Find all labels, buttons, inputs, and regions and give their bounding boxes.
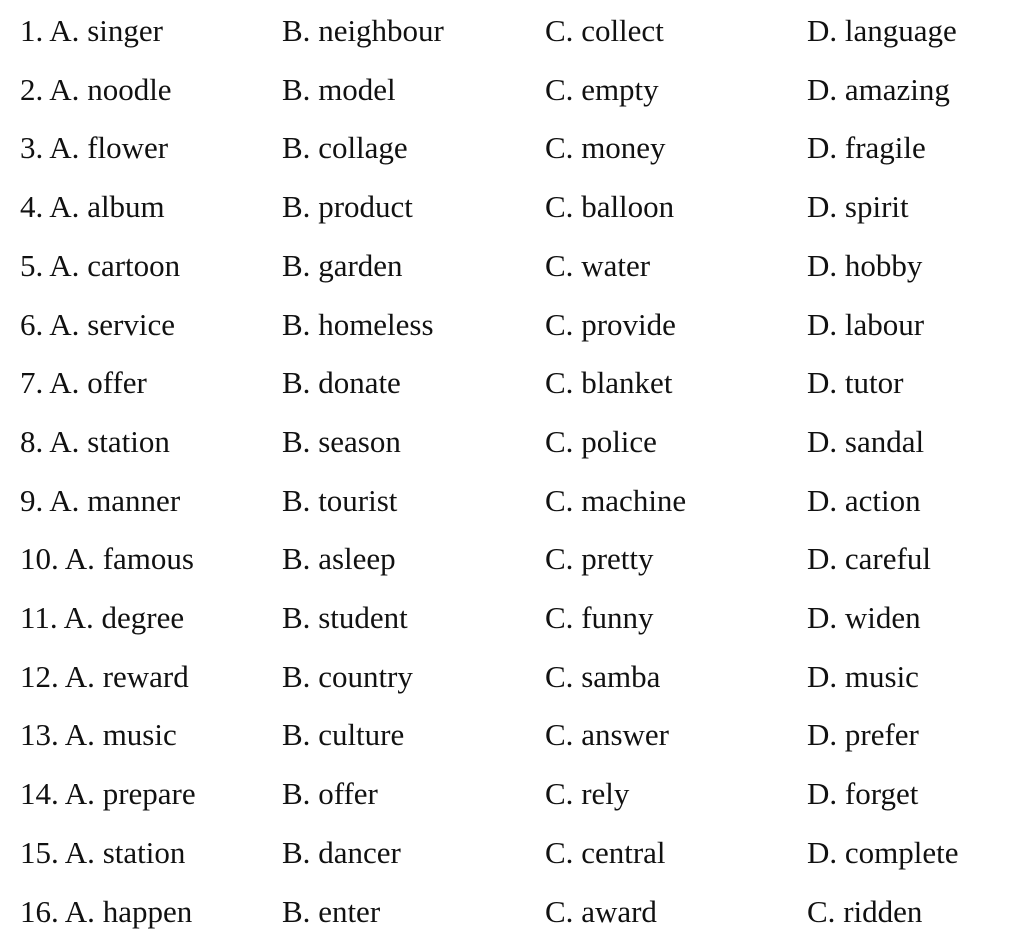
option-word: product [318, 189, 413, 225]
option-word: language [844, 13, 957, 48]
option-word: famous [102, 541, 194, 577]
option-word: tourist [318, 482, 398, 518]
option-word: enter [318, 893, 381, 929]
option-letter: A. [64, 776, 95, 812]
option-d [807, 883, 922, 941]
question-row-9 [0, 472, 1024, 531]
option-word: asleep [318, 541, 396, 577]
option-letter: A. [64, 893, 95, 929]
option-letter: B. [282, 658, 311, 694]
question-number: 5. [20, 247, 44, 283]
option-b [282, 296, 434, 354]
option-word: manner [87, 482, 181, 518]
question-row-5 [0, 237, 1024, 296]
option-letter: C. [545, 834, 574, 870]
option-letter: B. [282, 13, 311, 48]
option-word: pretty [581, 541, 654, 577]
question-number: 1. [20, 13, 44, 48]
option-word: donate [318, 365, 401, 401]
option-c [545, 119, 666, 177]
option-letter: C. [545, 130, 574, 166]
option-letter: A. [64, 717, 95, 753]
option-word: country [318, 658, 413, 694]
option-letter: C. [545, 13, 574, 48]
option-a [20, 472, 180, 530]
option-word: rely [581, 776, 630, 812]
option-letter: A. [49, 130, 80, 166]
option-letter: D. [807, 776, 838, 812]
option-word: degree [101, 600, 185, 635]
option-word: singer [87, 13, 163, 48]
option-word: machine [581, 482, 687, 518]
option-a [20, 648, 189, 706]
option-word: prefer [844, 717, 919, 753]
option-a [20, 61, 172, 119]
option-word: empty [581, 71, 659, 107]
option-letter: C. [545, 541, 574, 577]
option-d [807, 765, 918, 823]
option-letter: D. [807, 834, 838, 870]
option-a [20, 530, 194, 588]
option-a [20, 296, 175, 354]
option-letter: D. [807, 306, 838, 342]
option-letter: B. [282, 482, 311, 518]
option-word: student [318, 600, 408, 635]
option-b [282, 706, 404, 764]
option-word: service [87, 306, 175, 342]
option-word: music [844, 658, 919, 694]
option-a [20, 706, 177, 764]
option-word: fragile [844, 130, 926, 166]
option-letter: C. [807, 893, 836, 929]
option-b [282, 883, 380, 941]
option-a [20, 589, 184, 647]
option-letter: D. [807, 541, 838, 577]
question-row-13 [0, 706, 1024, 765]
option-c [545, 178, 674, 236]
option-word: season [318, 423, 401, 459]
option-letter: B. [282, 247, 311, 283]
question-number: 6. [20, 306, 44, 342]
option-d [807, 178, 909, 236]
option-word: water [581, 247, 651, 283]
option-letter: A. [49, 482, 80, 518]
option-letter: D. [807, 365, 838, 401]
option-letter: C. [545, 247, 574, 283]
question-row-3 [0, 119, 1024, 178]
option-word: neighbour [318, 13, 444, 48]
option-d [807, 824, 959, 882]
question-number: 7. [20, 365, 44, 401]
question-number: 10. [20, 541, 59, 577]
option-b [282, 589, 408, 647]
option-a [20, 119, 168, 177]
option-b [282, 648, 413, 706]
option-letter: A. [49, 365, 80, 401]
option-letter: A. [49, 189, 80, 225]
option-c [545, 296, 676, 354]
option-letter: A. [64, 541, 95, 577]
question-number: 12. [20, 658, 59, 694]
option-word: blanket [581, 365, 673, 401]
question-number: 4. [20, 189, 44, 225]
option-letter: B. [282, 717, 311, 753]
option-word: station [102, 834, 186, 870]
option-letter: B. [282, 893, 311, 929]
option-word: cartoon [87, 247, 181, 283]
option-letter: B. [282, 189, 311, 225]
option-b [282, 119, 408, 177]
option-b [282, 413, 401, 471]
option-word: flower [87, 130, 169, 166]
question-row-6 [0, 296, 1024, 355]
option-letter: A. [63, 600, 94, 635]
option-d [807, 413, 924, 471]
option-a [20, 237, 180, 295]
question-number: 14. [20, 776, 59, 812]
option-letter: A. [49, 247, 80, 283]
question-row-15 [0, 824, 1024, 883]
option-word: station [87, 423, 170, 459]
question-number: 15. [20, 834, 59, 870]
option-word: forget [844, 776, 919, 812]
option-word: model [318, 71, 396, 107]
option-letter: A. [49, 423, 80, 459]
option-word: collage [318, 130, 408, 166]
option-word: happen [102, 893, 193, 929]
option-d [807, 648, 919, 706]
question-row-7 [0, 354, 1024, 413]
option-word: hobby [844, 247, 923, 283]
question-row-8 [0, 413, 1024, 472]
option-letter: B. [282, 306, 311, 342]
option-b [282, 354, 401, 412]
option-word: sandal [844, 423, 925, 459]
option-letter: B. [282, 600, 311, 635]
option-c [545, 413, 657, 471]
option-word: prepare [102, 776, 196, 812]
option-d [807, 61, 950, 119]
option-letter: C. [545, 306, 574, 342]
option-d [807, 119, 926, 177]
option-c [545, 883, 657, 941]
option-letter: C. [545, 893, 574, 929]
option-c [545, 530, 654, 588]
question-row-10 [0, 530, 1024, 589]
option-a [20, 824, 185, 882]
option-b [282, 472, 397, 530]
option-a [20, 413, 170, 471]
option-letter: C. [545, 482, 574, 518]
question-number: 8. [20, 423, 44, 459]
option-letter: B. [282, 423, 311, 459]
option-word: labour [844, 306, 925, 342]
option-word: widen [844, 600, 921, 635]
option-word: amazing [844, 71, 950, 107]
option-d [807, 706, 919, 764]
question-number: 2. [20, 71, 44, 107]
option-word: ridden [843, 893, 923, 929]
question-row-1 [0, 2, 1024, 61]
option-word: reward [102, 658, 189, 694]
option-word: award [581, 893, 657, 929]
option-word: balloon [581, 189, 675, 225]
option-d [807, 354, 903, 412]
option-word: homeless [318, 306, 434, 342]
option-b [282, 765, 378, 823]
option-word: central [581, 834, 666, 870]
option-word: action [844, 482, 921, 518]
option-word: album [87, 189, 165, 225]
option-c [545, 237, 650, 295]
option-letter: C. [545, 600, 574, 635]
question-row-2 [0, 61, 1024, 120]
option-letter: B. [282, 834, 311, 870]
option-letter: A. [64, 658, 95, 694]
question-row-14 [0, 765, 1024, 824]
option-d [807, 589, 921, 647]
option-c [545, 648, 660, 706]
option-letter: A. [49, 13, 80, 48]
option-letter: C. [545, 717, 574, 753]
option-c [545, 61, 659, 119]
question-number: 13. [20, 717, 59, 753]
option-a [20, 2, 163, 60]
question-number: 9. [20, 482, 44, 518]
option-c [545, 354, 672, 412]
option-letter: B. [282, 130, 311, 166]
option-d [807, 237, 922, 295]
option-b [282, 2, 444, 60]
question-row-11 [0, 589, 1024, 648]
option-word: dancer [318, 834, 401, 870]
option-word: police [581, 423, 657, 459]
option-letter: D. [807, 71, 838, 107]
option-word: money [581, 130, 666, 166]
option-letter: D. [807, 130, 838, 166]
option-c [545, 824, 666, 882]
option-c [545, 472, 686, 530]
option-c [545, 589, 654, 647]
option-b [282, 530, 396, 588]
option-word: music [102, 717, 177, 753]
option-c [545, 2, 664, 60]
option-b [282, 237, 403, 295]
option-a [20, 883, 192, 941]
question-number: 3. [20, 130, 44, 166]
option-word: careful [844, 541, 931, 577]
option-word: complete [844, 834, 959, 870]
option-word: collect [581, 13, 664, 48]
question-number: 11. [20, 600, 58, 635]
question-row-16 [0, 883, 1024, 942]
option-letter: D. [807, 423, 838, 459]
option-letter: D. [807, 247, 838, 283]
option-b [282, 178, 413, 236]
option-letter: C. [545, 189, 574, 225]
option-a [20, 354, 147, 412]
option-word: culture [318, 717, 405, 753]
option-letter: B. [282, 365, 311, 401]
option-b [282, 61, 396, 119]
option-word: samba [581, 658, 661, 694]
option-letter: C. [545, 365, 574, 401]
option-letter: C. [545, 658, 574, 694]
option-b [282, 824, 401, 882]
option-letter: A. [64, 834, 95, 870]
option-word: funny [581, 600, 654, 635]
option-letter: C. [545, 423, 574, 459]
option-letter: D. [807, 717, 838, 753]
option-d [807, 296, 924, 354]
option-c [545, 706, 669, 764]
question-row-4 [0, 178, 1024, 237]
option-d [807, 472, 921, 530]
option-letter: C. [545, 776, 574, 812]
option-letter: C. [545, 71, 574, 107]
option-a [20, 765, 196, 823]
option-word: answer [581, 717, 669, 753]
option-letter: D. [807, 482, 838, 518]
option-d [807, 2, 957, 60]
option-letter: D. [807, 658, 838, 694]
option-letter: A. [49, 71, 80, 107]
option-letter: D. [807, 600, 838, 635]
option-word: offer [318, 776, 378, 812]
option-c [545, 765, 629, 823]
option-a [20, 178, 165, 236]
option-word: garden [318, 247, 403, 283]
option-letter: D. [807, 189, 838, 225]
question-row-12 [0, 648, 1024, 707]
option-letter: B. [282, 541, 311, 577]
option-word: noodle [87, 71, 172, 107]
option-d [807, 530, 931, 588]
option-word: offer [87, 365, 147, 401]
option-word: provide [581, 306, 676, 342]
option-letter: D. [807, 13, 838, 48]
question-number: 16. [20, 893, 59, 929]
option-word: spirit [844, 189, 909, 225]
option-letter: A. [49, 306, 80, 342]
option-letter: B. [282, 71, 311, 107]
option-word: tutor [844, 365, 904, 401]
option-letter: B. [282, 776, 311, 812]
